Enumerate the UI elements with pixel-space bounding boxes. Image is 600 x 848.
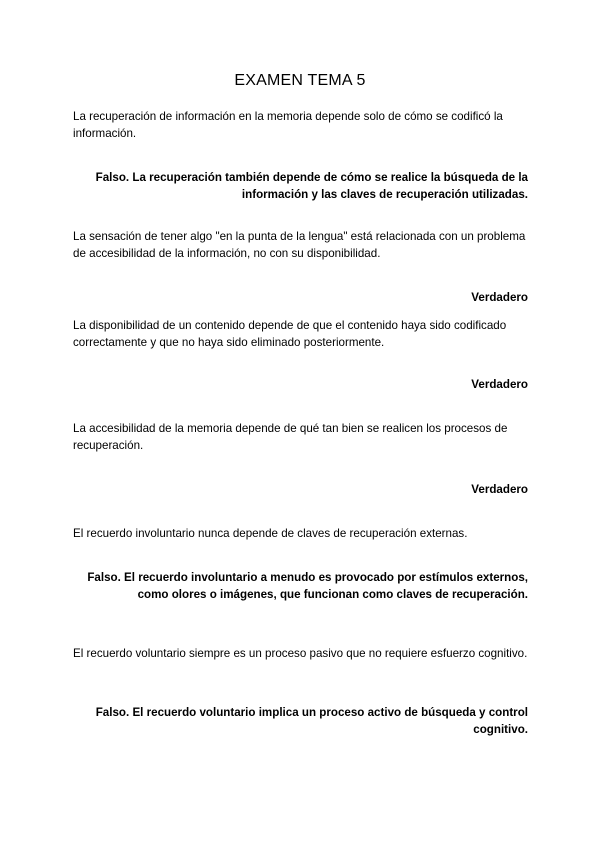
question-6: El recuerdo voluntario siempre es un proceso pasivo que no requiere esfuerzo cognitivo.	[73, 647, 528, 660]
question-2: La sensación de tener algo "en la punta de la lengua" está relacionada con un problema de accesibilidad de la información, no con su disponibilidad.	[73, 230, 526, 260]
answer-6: Falso. El recuerdo voluntario implica un proceso activo de búsqueda y control cognitivo.	[95, 706, 528, 736]
question-1: La recuperación de información en la memoria depende solo de cómo se codificó la información.	[73, 110, 503, 140]
answer-5: Falso. El recuerdo involuntario a menudo es provocado por estímulos externos, como olores o imágenes, que funcionan como claves de recuperación.	[87, 571, 528, 601]
document-title: EXAMEN TEMA 5	[234, 72, 366, 89]
question-5: El recuerdo involuntario nunca depende de claves de recuperación externas.	[73, 527, 468, 540]
answer-4: Verdadero	[471, 483, 528, 496]
answer-2: Verdadero	[471, 291, 528, 304]
answer-1: Falso. La recuperación también depende de cómo se realice la búsqueda de la información y las claves de recuperación utilizadas.	[95, 171, 528, 201]
question-3: La disponibilidad de un contenido depende de que el contenido haya sido codificado correctamente y que no haya sido eliminado posteriormente.	[73, 319, 507, 349]
answer-3: Verdadero	[471, 378, 528, 391]
question-4: La accesibilidad de la memoria depende de qué tan bien se realicen los procesos de recuperación.	[73, 422, 508, 452]
